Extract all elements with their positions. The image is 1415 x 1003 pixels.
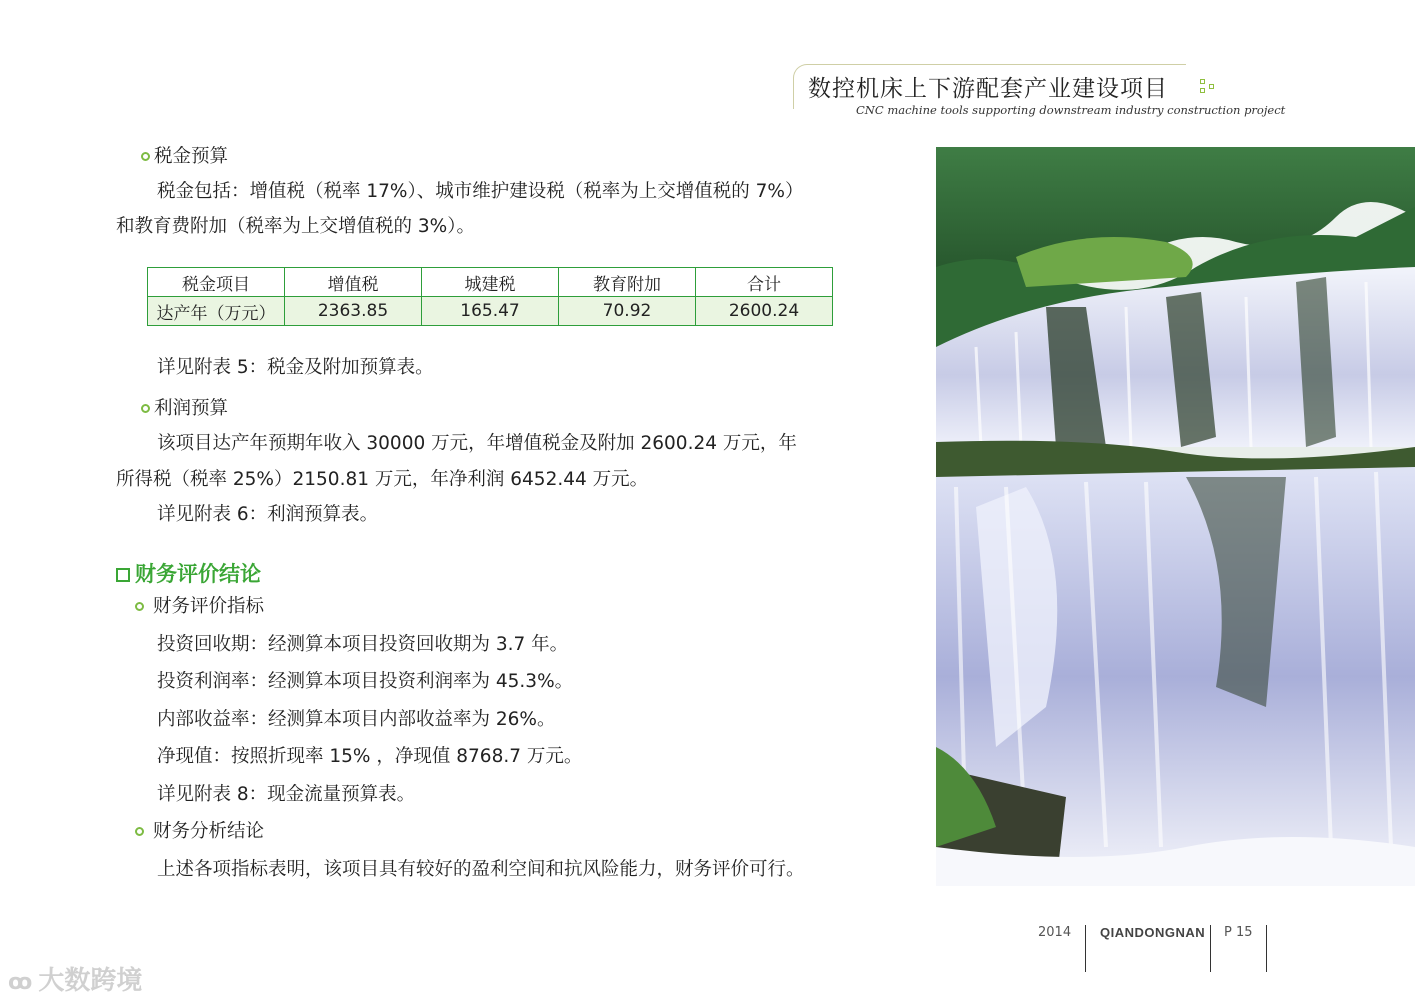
watermark [8,960,142,997]
section-title [116,558,261,588]
bullet-icon [135,602,144,611]
table-cell: 165.47 [422,297,559,326]
table-header-cell: 城建税 [422,268,559,297]
watermark-logo-icon: ꝏ [8,970,33,995]
waterfall-illustration [936,147,1415,886]
table-header-cell: 合计 [696,268,833,297]
analysis-text: 上述各项指标表明，该项目具有较好的盈利空间和抗风险能力，财务评价可行。 [157,859,805,880]
watermark-text: 大数跨境 [38,966,143,996]
document-title: 数控机床上下游配套产业建设项目 [808,76,1168,102]
indicators-heading-text: 财务评价指标 [153,596,265,617]
footer-year: 2014 [1038,925,1072,940]
table-cell: 达产年（万元） [148,297,285,326]
table-header-row [148,268,833,297]
waterfall-photo [936,147,1415,886]
page-number: P 15 [1224,925,1253,940]
profit-paragraph-line1: 该项目达产年预期年收入 30000 万元，年增值税金及附加 2600.24 万元，年 [157,433,797,454]
tax-table [147,267,833,326]
footer-divider [1210,925,1211,972]
analysis-heading-text: 财务分析结论 [153,821,265,842]
profit-heading [141,398,228,420]
footer-divider [1085,925,1086,972]
table-cell: 2363.85 [285,297,422,326]
table-header-cell: 税金项目 [148,268,285,297]
bullet-icon [141,404,150,413]
npv-line: 净现值：按照折现率 15% ，净现值 8768.7 万元。 [157,746,583,767]
square-bullet-icon [116,568,130,582]
profit-heading-text: 利润预算 [154,398,229,419]
roi-line: 投资利润率：经测算本项目投资利润率为 45.3%。 [157,671,574,692]
indicators-heading [135,596,264,618]
document-subtitle: CNC machine tools supporting downstream industry construction project [856,103,1286,117]
table-header-cell: 增值税 [285,268,422,297]
bullet-icon [135,827,144,836]
header-squares-icon [1200,79,1220,95]
footer-brand: QIANDONGNAN [1100,925,1206,940]
profit-paragraph-line2: 所得税（税率 25%）2150.81 万元，年净利润 6452.44 万元。 [116,469,649,490]
tax-paragraph-line2: 和教育费附加（税率为上交增值税的 3%）。 [116,216,475,237]
table-row [148,297,833,326]
table-cell: 70.92 [559,297,696,326]
irr-line: 内部收益率：经测算本项目内部收益率为 26%。 [157,709,556,730]
table-header-cell: 教育附加 [559,268,696,297]
table-cell: 2600.24 [696,297,833,326]
footer-divider [1266,925,1267,972]
cashflow-note: 详见附表 8：现金流量预算表。 [157,784,416,805]
section-title-text: 财务评价结论 [135,562,261,586]
tax-heading-text: 税金预算 [154,146,229,167]
tax-note: 详见附表 5：税金及附加预算表。 [157,357,434,378]
payback-line: 投资回收期：经测算本项目投资回收期为 3.7 年。 [157,634,569,655]
profit-note: 详见附表 6：利润预算表。 [157,504,379,525]
tax-paragraph-line1: 税金包括：增值税（税率 17%）、城市维护建设税（税率为上交增值税的 7%） [157,181,804,202]
bullet-icon [141,152,150,161]
tax-heading [141,146,228,168]
analysis-heading [135,821,264,843]
